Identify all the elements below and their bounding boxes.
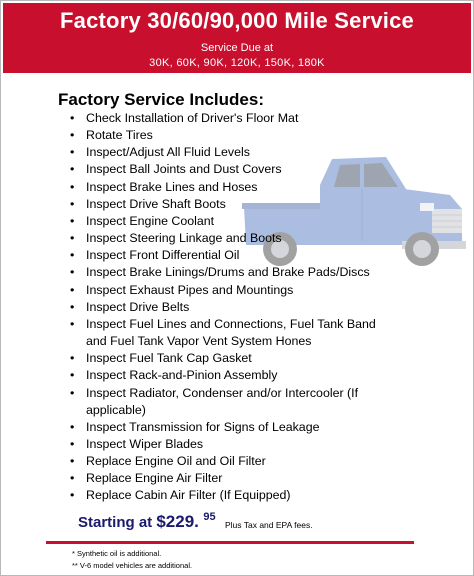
service-item: • Inspect Rack-and-Pinion Assembly bbox=[70, 367, 470, 384]
service-item: • Inspect Drive Shaft Boots bbox=[70, 196, 470, 213]
service-item: • Inspect Exhaust Pipes and Mountings bbox=[70, 282, 470, 299]
service-item: • Inspect Brake Linings/Drums and Brake Pads/Discs bbox=[70, 264, 470, 281]
service-item: • Inspect Fuel Lines and Connections, Fuel Tank Band and Fuel Tank Vapor Vent System Hones bbox=[70, 316, 386, 350]
service-item: • Inspect Transmission for Signs of Leakage bbox=[70, 419, 470, 436]
service-item: • Inspect Front Differential Oil bbox=[70, 247, 470, 264]
service-item: • Inspect Brake Lines and Hoses bbox=[70, 179, 470, 196]
service-item: • Inspect/Adjust All Fluid Levels bbox=[70, 144, 470, 161]
service-item: • Inspect Radiator, Condenser and/or Intercooler (If applicable) bbox=[70, 385, 386, 419]
section-title: Factory Service Includes: bbox=[58, 90, 264, 109]
service-item: • Inspect Steering Linkage and Boots bbox=[70, 230, 470, 247]
service-item: • Inspect Wiper Blades bbox=[70, 436, 470, 453]
service-item: • Inspect Drive Belts bbox=[70, 299, 470, 316]
price-row bbox=[78, 512, 216, 532]
price-amount: $229. bbox=[156, 512, 199, 531]
service-item: • Replace Cabin Air Filter (If Equipped) bbox=[70, 487, 470, 504]
starting-at-label: Starting at bbox=[78, 514, 157, 531]
page-title: Factory 30/60/90,000 Mile Service bbox=[60, 8, 414, 33]
service-item: • Inspect Fuel Tank Cap Gasket bbox=[70, 350, 470, 367]
service-item: • Inspect Engine Coolant bbox=[70, 213, 470, 230]
header-banner bbox=[3, 3, 471, 73]
service-intervals: 30K, 60K, 90K, 120K, 150K, 180K bbox=[149, 57, 325, 69]
service-item: • Replace Engine Oil and Oil Filter bbox=[70, 453, 470, 470]
footnote-synthetic-oil: * Synthetic oil is additional. bbox=[72, 549, 162, 558]
service-item: • Replace Engine Air Filter bbox=[70, 470, 470, 487]
footnote-v6-models: ** V-6 model vehicles are additional. bbox=[72, 561, 193, 570]
price-note: Plus Tax and EPA fees. bbox=[225, 520, 313, 530]
service-item: • Rotate Tires bbox=[70, 127, 470, 144]
service-due-label: Service Due at bbox=[200, 42, 274, 54]
red-divider bbox=[46, 541, 414, 544]
service-item: • Check Installation of Driver's Floor Mat bbox=[70, 110, 470, 127]
price-cents: 95 bbox=[203, 511, 216, 523]
service-list bbox=[70, 110, 470, 505]
service-item: • Inspect Ball Joints and Dust Covers bbox=[70, 161, 470, 178]
